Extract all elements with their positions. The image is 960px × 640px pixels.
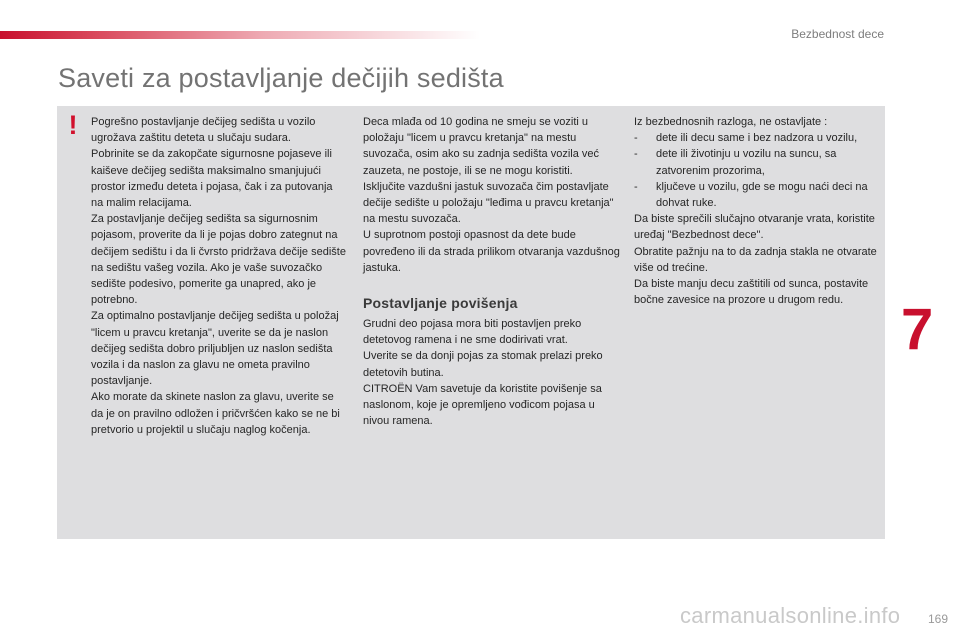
column-airbag-text [363,114,621,429]
bullet-dash: - [634,132,638,145]
page-number: 169 [927,612,948,626]
bullet-item [634,130,886,146]
paragraph: Da biste sprečili slučajno otvaranje vrata, koristite uređaj "Bezbednost dece". [634,213,875,242]
bullet-text: dete ili životinju u vozilu na suncu, sa zatvorenim prozorima, [656,148,837,177]
header-accent-bar [0,31,480,39]
bullet-text: dete ili decu same i bez nadzora u vozilu, [656,132,858,145]
paragraph: U suprotnom postoji opasnost da dete bude povređeno ili da strada prilikom otvaranja vazdušnog jastuka. [363,229,620,274]
bullet-item [634,179,886,211]
exclamation-icon: ! [68,110,78,140]
paragraph: Obratite pažnju na to da zadnja stakla ne otvarate više od trećine. [634,245,877,274]
paragraph: Za postavljanje dečijeg sedišta sa sigurnosnim pojasom, proverite da li je pojas dobro zategnut na dečijem sedištu i da li čvrsto pridržava dečije sedište na sedištu vašeg vozila. Ako je vaše suvozačko sedište podesivo, pomerite ga unapred, ako je potrebno. [91,213,346,307]
bullet-item [634,146,886,178]
bullet-dash: - [634,148,638,161]
column-warning-text [91,114,347,438]
paragraph: Uverite se da donji pojas za stomak prelazi preko detetovih butina. [363,350,603,379]
watermark-text: carmanualsonline.info [680,603,901,628]
paragraph: Isključite vazdušni jastuk suvozača čim postavljate dečije sedište u položaju "leđima u pravcu kretanja" na mestu suvozača. [363,180,614,226]
paragraph: Pobrinite se da zakopčate sigurnosne pojaseve ili kaiševe dečijeg sedišta maksimalno smanjujući prostor između deteta i pojasa, čak i za putovanja na malim relacijama. [91,148,333,210]
paragraph: Za optimalno postavljanje dečijeg sedišta u položaj "licem u pravcu kretanja", uverite se da je naslon dečijeg sedišta dobro priljubljen uz naslon sedišta vozila i da naslon za glavu ne ometa pravilno postavljanje. [91,310,339,388]
chapter-number: 7 [901,297,934,362]
paragraph: Da biste manju decu zaštitili od sunca, postavite bočne zavesice na prozore u drugom redu. [634,278,869,307]
bullet-text: ključeve u vozilu, gde se mogu naći deci na dohvat ruke. [656,180,868,210]
page-title: Saveti za postavljanje dečijih sedišta [58,63,504,93]
section-name: Bezbednost dece [791,27,884,41]
column-safety-text [634,114,886,308]
paragraph: Deca mlađa od 10 godina ne smeju se voziti u položaju "licem u pravcu kretanja" na mestu suvozača, osim ako su zadnja sedišta vozila već zauzeta, ne postoje, ili se ne mogu koristiti. [363,116,600,177]
paragraph: Pogrešno postavljanje dečijeg sedišta u vozilo ugrožava zaštitu deteta u slučaju sudara. [91,116,316,145]
paragraph: Grudni deo pojasa mora biti postavljen preko detetovog ramena i ne sme dodirivati vrat. [363,318,582,347]
paragraph-intro: Iz bezbednosnih razloga, ne ostavljate : [634,116,828,128]
bullet-dash: - [634,180,638,193]
paragraph: Ako morate da skinete naslon za glavu, uverite se da je on pravilno odložen i pričvršćen kako se ne bi pretvorio u projektil u slučaju naglog kočenja. [91,391,340,436]
paragraph: CITROËN Vam savetuje da koristite povišenje sa naslonom, koje je opremljeno vođicom pojasa u nivou ramena. [363,382,602,428]
subheading-booster: Postavljanje povišenja [363,295,518,312]
